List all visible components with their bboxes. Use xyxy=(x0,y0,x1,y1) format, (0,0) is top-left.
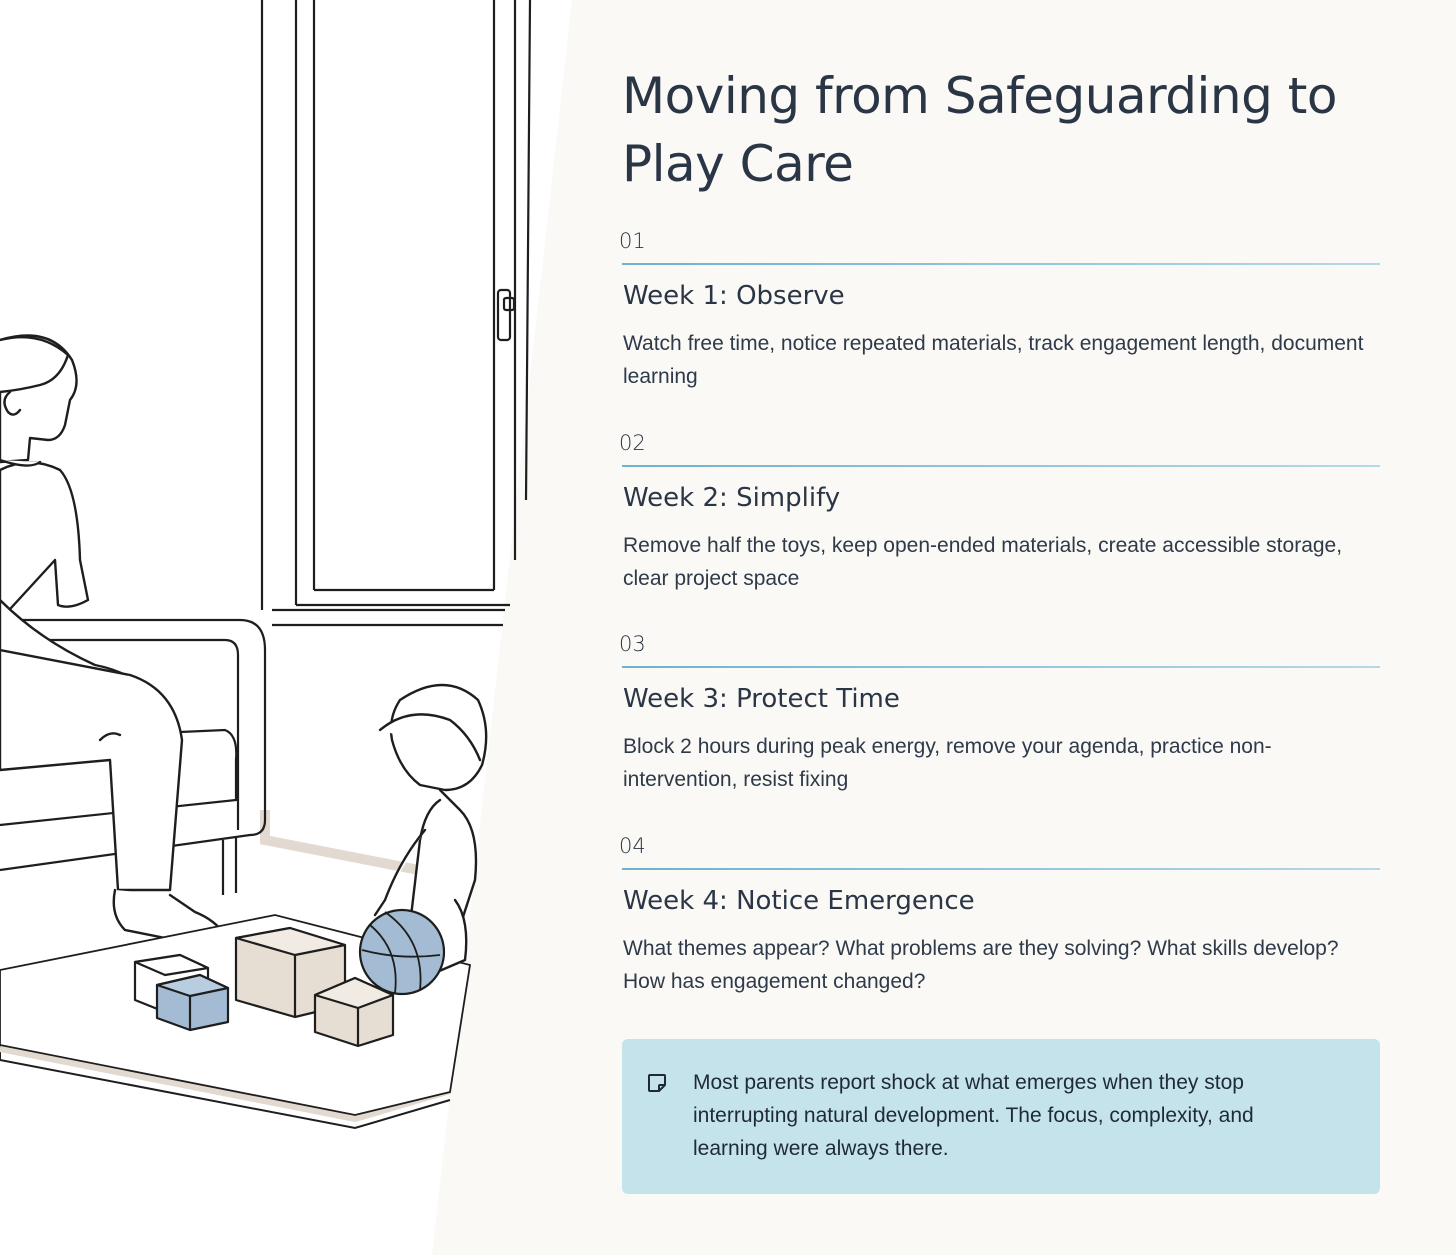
callout-text: Most parents report shock at what emerges when they stop interrupting natural development. The focus, complexity, and learning were always there. xyxy=(693,1071,1254,1160)
step-title: Week 2: Simplify xyxy=(623,483,841,513)
note-icon xyxy=(646,1072,668,1094)
callout-box xyxy=(622,1039,1380,1194)
step-number: 01 xyxy=(619,229,646,253)
step-title: Week 3: Protect Time xyxy=(623,684,900,714)
step-description: Block 2 hours during peak energy, remove your agenda, practice non-intervention, resist fixing xyxy=(623,735,1272,791)
step-divider xyxy=(622,868,1380,870)
step-number: 04 xyxy=(619,834,646,858)
step-divider xyxy=(622,263,1380,265)
step-description: Watch free time, notice repeated materials, track engagement length, document learning xyxy=(623,332,1364,388)
step-title: Week 1: Observe xyxy=(623,281,845,311)
step-number: 03 xyxy=(619,632,646,656)
step-description: What themes appear? What problems are they solving? What skills develop? How has engagement changed? xyxy=(623,937,1339,993)
ball xyxy=(360,910,444,994)
step-description: Remove half the toys, keep open-ended materials, create accessible storage, clear project space xyxy=(623,534,1343,590)
step-number: 02 xyxy=(619,431,646,455)
step-divider xyxy=(622,465,1380,467)
step-divider xyxy=(622,666,1380,668)
page-title: Moving from Safeguarding to Play Care xyxy=(622,67,1337,193)
step-title: Week 4: Notice Emergence xyxy=(623,886,975,916)
